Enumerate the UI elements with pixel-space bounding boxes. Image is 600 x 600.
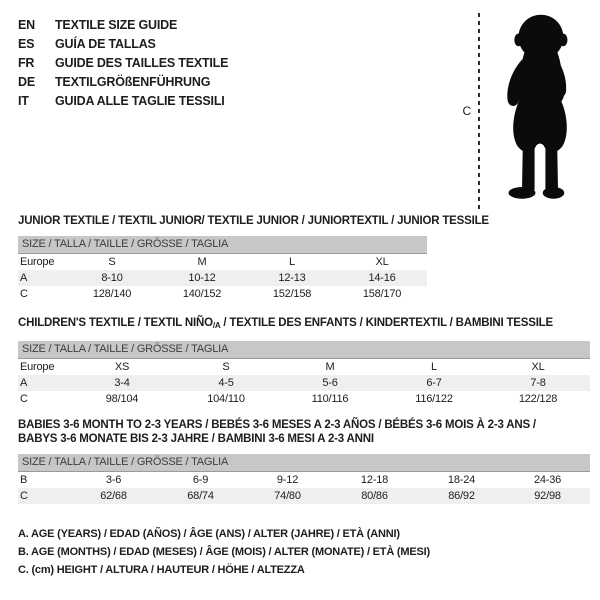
size-cell: 24-36 [533, 473, 562, 486]
size-cell: 3-6 [105, 473, 122, 486]
size-cell: L [289, 255, 295, 268]
language-row-es [18, 35, 228, 54]
row-label: A [18, 270, 67, 286]
size-cell: 80/86 [331, 488, 418, 504]
baby-silhouette [498, 12, 582, 210]
size-cell: 12-13 [247, 270, 337, 286]
language-list [18, 12, 228, 210]
section-junior [18, 214, 590, 302]
legend-notes [18, 525, 590, 579]
size-cell: M [325, 360, 335, 373]
size-cell: 116/122 [415, 393, 453, 405]
language-title: GUIDA ALLE TAGLIE TESSILI [55, 94, 225, 108]
size-cell: XS [114, 360, 130, 373]
language-code: EN [18, 18, 35, 32]
size-cell: XL [531, 360, 545, 373]
size-cell: 104/110 [207, 393, 245, 405]
row-label: A [18, 375, 70, 391]
junior-size-table [18, 236, 427, 302]
language-row-it [18, 92, 228, 111]
height-measure-figure [463, 12, 582, 210]
language-code: IT [18, 94, 29, 108]
measure-label-c: C [462, 104, 471, 118]
row-label: C [20, 288, 28, 300]
table-row-height [18, 488, 590, 504]
size-cell: 68/74 [157, 488, 244, 504]
size-cell: 3-4 [70, 375, 174, 391]
language-row-en [18, 16, 228, 35]
height-dashed-line [478, 13, 480, 209]
junior-table-title: JUNIOR TEXTILE / TEXTIL JUNIOR/ TEXTILE JUNIOR / JUNIORTEXTIL / JUNIOR TESSILE [18, 215, 489, 227]
table-row-age [18, 375, 590, 391]
babies-table-title-line2: BABYS 3-6 MONATE BIS 2-3 JAHRE / BAMBINI 3-6 MESI A 2-3 ANNI [18, 433, 374, 445]
table-row-months [18, 471, 590, 488]
size-cell: 8-10 [67, 270, 157, 286]
note-c: C. (cm) HEIGHT / ALTURA / HAUTEUR / HÖHE / ALTEZZA [18, 564, 305, 576]
size-cell: 6-7 [382, 375, 486, 391]
babies-table-title-line1: BABIES 3-6 MONTH TO 2-3 YEARS / BEBÉS 3-6 MESES A 2-3 AÑOS / BÉBÉS 3-6 MOIS À 2-3 ANS / [18, 419, 536, 431]
size-cell: 62/68 [70, 488, 157, 504]
language-title: GUIDE DES TAILLES TEXTILE [55, 56, 229, 70]
table-row-height [18, 391, 590, 407]
language-title: TEXTILE SIZE GUIDE [55, 18, 178, 32]
table-row-height [18, 286, 427, 302]
size-cell: 98/104 [105, 393, 139, 405]
section-babies [18, 418, 590, 504]
size-cell: 86/92 [418, 488, 505, 504]
note-b: B. AGE (MONTHS) / EDAD (MESES) / ÂGE (MOIS) / ALTER (MONATE) / ETÀ (MESI) [18, 546, 430, 558]
size-header-bar [18, 341, 590, 358]
size-cell: 5-6 [278, 375, 382, 391]
size-cell: 7-8 [486, 375, 590, 391]
note-a: A. AGE (YEARS) / EDAD (AÑOS) / ÂGE (ANS) / ALTER (JAHRE) / ETÀ (ANNI) [18, 528, 400, 540]
children-title-sub: /A [212, 321, 221, 330]
language-code: FR [18, 56, 35, 70]
size-cell: 128/140 [92, 288, 132, 300]
size-cell: 122/128 [518, 393, 558, 405]
language-code: DE [18, 75, 35, 89]
size-cell: 74/80 [244, 488, 331, 504]
language-title: GUÍA DE TALLAS [55, 37, 156, 51]
table-row-europe [18, 358, 590, 375]
size-cell: S [108, 255, 116, 268]
size-header-bar [18, 454, 590, 471]
children-table-title [18, 316, 590, 333]
table-row-europe [18, 253, 427, 270]
children-size-table [18, 341, 590, 407]
size-cell: 9-12 [276, 473, 299, 486]
size-header-bar [18, 236, 427, 253]
language-row-de [18, 73, 228, 92]
size-cell: XL [375, 255, 389, 268]
row-label: C [20, 393, 28, 405]
row-label: Europe [20, 255, 55, 268]
size-header-label: SIZE / TALLA / TAILLE / GRÖSSE / TAGLIA [18, 236, 427, 253]
size-header-label: SIZE / TALLA / TAILLE / GRÖSSE / TAGLIA [18, 341, 590, 358]
size-cell: 110/116 [311, 393, 349, 405]
row-label: B [20, 473, 28, 486]
size-cell: 140/152 [182, 288, 222, 300]
size-cell: 92/98 [505, 488, 590, 504]
size-cell: M [197, 255, 207, 268]
size-cell: 18-24 [447, 473, 476, 486]
children-title-post: / TEXTILE DES ENFANTS / KINDERTEXTIL / BAMBINI TESSILE [220, 317, 553, 329]
language-title: TEXTILGRÖßENFÜHRUNG [55, 75, 211, 89]
language-row-fr [18, 54, 228, 73]
size-cell: 6-9 [192, 473, 209, 486]
size-cell: L [431, 360, 437, 373]
children-title-pre: CHILDREN'S TEXTILE / TEXTIL NIÑO [18, 317, 213, 329]
table-row-age [18, 270, 427, 286]
size-cell: 14-16 [337, 270, 427, 286]
row-label: Europe [20, 360, 55, 373]
header [18, 12, 590, 210]
babies-size-table [18, 454, 590, 504]
size-cell: 10-12 [157, 270, 247, 286]
row-label: C [18, 488, 70, 504]
size-cell: S [222, 360, 230, 373]
size-cell: 12-18 [360, 473, 389, 486]
section-children [18, 316, 590, 407]
language-code: ES [18, 37, 35, 51]
size-cell: 4-5 [174, 375, 278, 391]
size-header-label: SIZE / TALLA / TAILLE / GRÖSSE / TAGLIA [18, 454, 590, 471]
size-cell: 158/170 [362, 288, 402, 300]
size-cell: 152/158 [272, 288, 312, 300]
